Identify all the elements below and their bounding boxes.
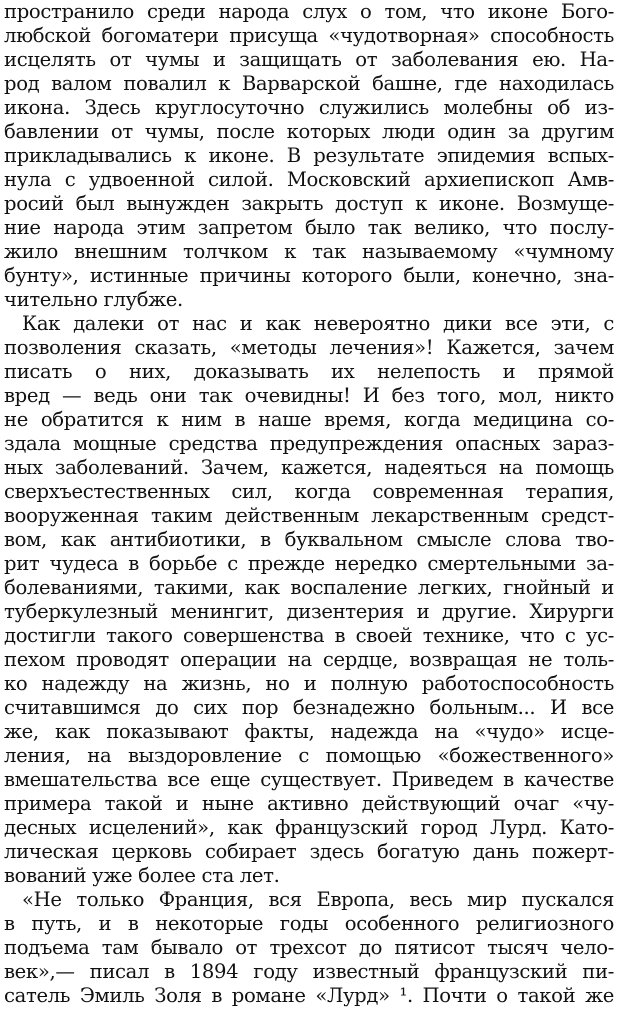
text-line: пространило среди народа слух о том, что иконе Бого- xyxy=(4,0,614,23)
text-line: позволения сказать, «методы лечения»! Кажется, зачем xyxy=(4,336,614,359)
text-line: росий был вынужден закрыть доступ к иконе. Возмуще- xyxy=(4,192,614,215)
text-line: же, как показывают факты, надежда на «чудо» исце- xyxy=(4,720,614,743)
text-line: любской богоматери присуща «чудотворная» способность xyxy=(4,24,614,47)
text-line: болеваниями, такими, как воспаление легких, гнойный и xyxy=(4,576,614,599)
text-line: туберкулезный менингит, дизентерия и другие. Хирурги xyxy=(4,600,614,623)
text-line: ления, на выздоровление с помощью «божественного» xyxy=(4,744,614,767)
text-line: вред — ведь они так очевидны! И без того, мол, никто xyxy=(4,384,614,407)
text-line: десных исцелений», как французский город Лурд. Като- xyxy=(4,816,614,839)
text-line: не обратится к ним в наше время, когда медицина со- xyxy=(4,408,614,431)
text-line: нула с удвоенной силой. Московский архиепископ Амв- xyxy=(4,168,614,191)
text-line: прикладывались к иконе. В результате эпидемия вспых- xyxy=(4,144,614,167)
text-line: сатель Эмиль Золя в романе «Лурд» ¹. Почти о такой же xyxy=(4,984,614,1007)
text-line: подъема там бывало от трехсот до пятисот тысяч чело- xyxy=(4,936,614,959)
text-line: вооруженная таким действенным лекарственным средст- xyxy=(4,504,614,527)
text-line: ных заболеваний. Зачем, кажется, надеяться на помощь xyxy=(4,456,614,479)
text-line: вом, как антибиотики, в буквальном смысле слова тво- xyxy=(4,528,614,551)
text-line: век»,— писал в 1894 году известный французский пи- xyxy=(4,960,614,983)
text-line: род валом повалил к Варварской башне, где находилась xyxy=(4,72,614,95)
text-line: считавшимся до сих пор безнадежно больным... И все xyxy=(4,696,614,719)
text-line: в путь, и в некоторые годы особенного религиозного xyxy=(4,912,614,935)
text-line: пехом проводят операции на сердце, возвращая не толь- xyxy=(4,648,614,671)
text-line: здала мощные средства предупреждения опасных зараз- xyxy=(4,432,614,455)
text-line: сверхъестественных сил, когда современная терапия, xyxy=(4,480,614,503)
text-line: исцелять от чумы и защищать от заболевания ею. На- xyxy=(4,48,614,71)
text-line: рит чудеса в борьбе с прежде нередко смертельными за- xyxy=(4,552,614,575)
text-line: ко надежду на жизнь, но и полную работоспособность xyxy=(4,672,614,695)
text-line: чительно глубже. xyxy=(4,288,183,311)
text-line: примера такой и ныне активно действующий очаг «чу- xyxy=(4,792,614,815)
text-line: вмешательства все еще существует. Приведем в качестве xyxy=(4,768,614,791)
text-line: вований уже более ста лет. xyxy=(4,864,280,887)
text-line: ние народа этим запретом было так велико, что послу- xyxy=(4,216,614,239)
text-line: бунту», истинные причины которого были, конечно, зна- xyxy=(4,264,614,287)
text-line: лическая церковь собирает здесь богатую дань пожерт- xyxy=(4,840,614,863)
text-line: жило внешним толчком к так называемому «чумному xyxy=(4,240,614,263)
paragraph-start-line: Как далеки от нас и как невероятно дики все эти, с xyxy=(22,312,614,335)
text-line: достигли такого совершенства в своей технике, что с ус- xyxy=(4,624,614,647)
paragraph-start-line: «Не только Франция, вся Европа, весь мир пускался xyxy=(22,888,614,911)
text-line: бавлении от чумы, после которых люди один за другим xyxy=(4,120,614,143)
text-line: икона. Здесь круглосуточно служились молебны об из- xyxy=(4,96,614,119)
text-line: писать о них, доказывать их нелепость и прямой xyxy=(4,360,614,383)
